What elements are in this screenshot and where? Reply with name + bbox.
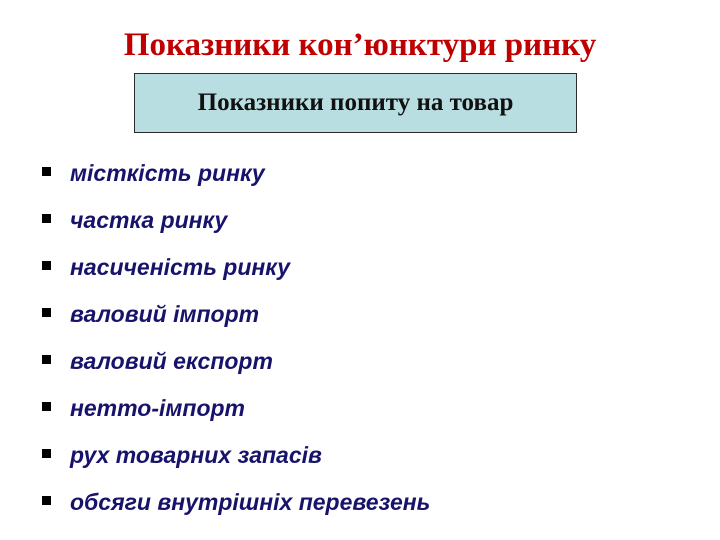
square-bullet-icon	[42, 167, 51, 176]
list-item-text: валовий імпорт	[70, 301, 260, 327]
subtitle-box	[134, 73, 577, 133]
square-bullet-icon	[42, 214, 51, 223]
square-bullet-icon	[42, 261, 51, 270]
list-item-text: частка ринку	[70, 207, 228, 233]
subtitle-text: Показники попиту на товар	[197, 89, 514, 116]
bullet-list	[42, 150, 430, 526]
list-item	[42, 338, 430, 385]
list-item	[42, 291, 430, 338]
list-item-text: рух товарних запасів	[70, 442, 322, 468]
list-item	[42, 479, 430, 526]
square-bullet-icon	[42, 355, 51, 364]
list-item	[42, 150, 430, 197]
list-item-text: насиченість ринку	[70, 254, 291, 280]
square-bullet-icon	[42, 308, 51, 317]
list-item-text: місткість ринку	[70, 160, 265, 186]
list-item	[42, 244, 430, 291]
list-item	[42, 385, 430, 432]
square-bullet-icon	[42, 496, 51, 505]
square-bullet-icon	[42, 449, 51, 458]
list-item-text: нетто-імпорт	[70, 395, 245, 421]
list-item	[42, 432, 430, 479]
square-bullet-icon	[42, 402, 51, 411]
slide-title: Показники кон’юнктури ринку	[123, 27, 597, 63]
list-item-text: обсяги внутрішніх перевезень	[70, 489, 431, 515]
list-item	[42, 197, 430, 244]
list-item-text: валовий експорт	[70, 348, 273, 374]
